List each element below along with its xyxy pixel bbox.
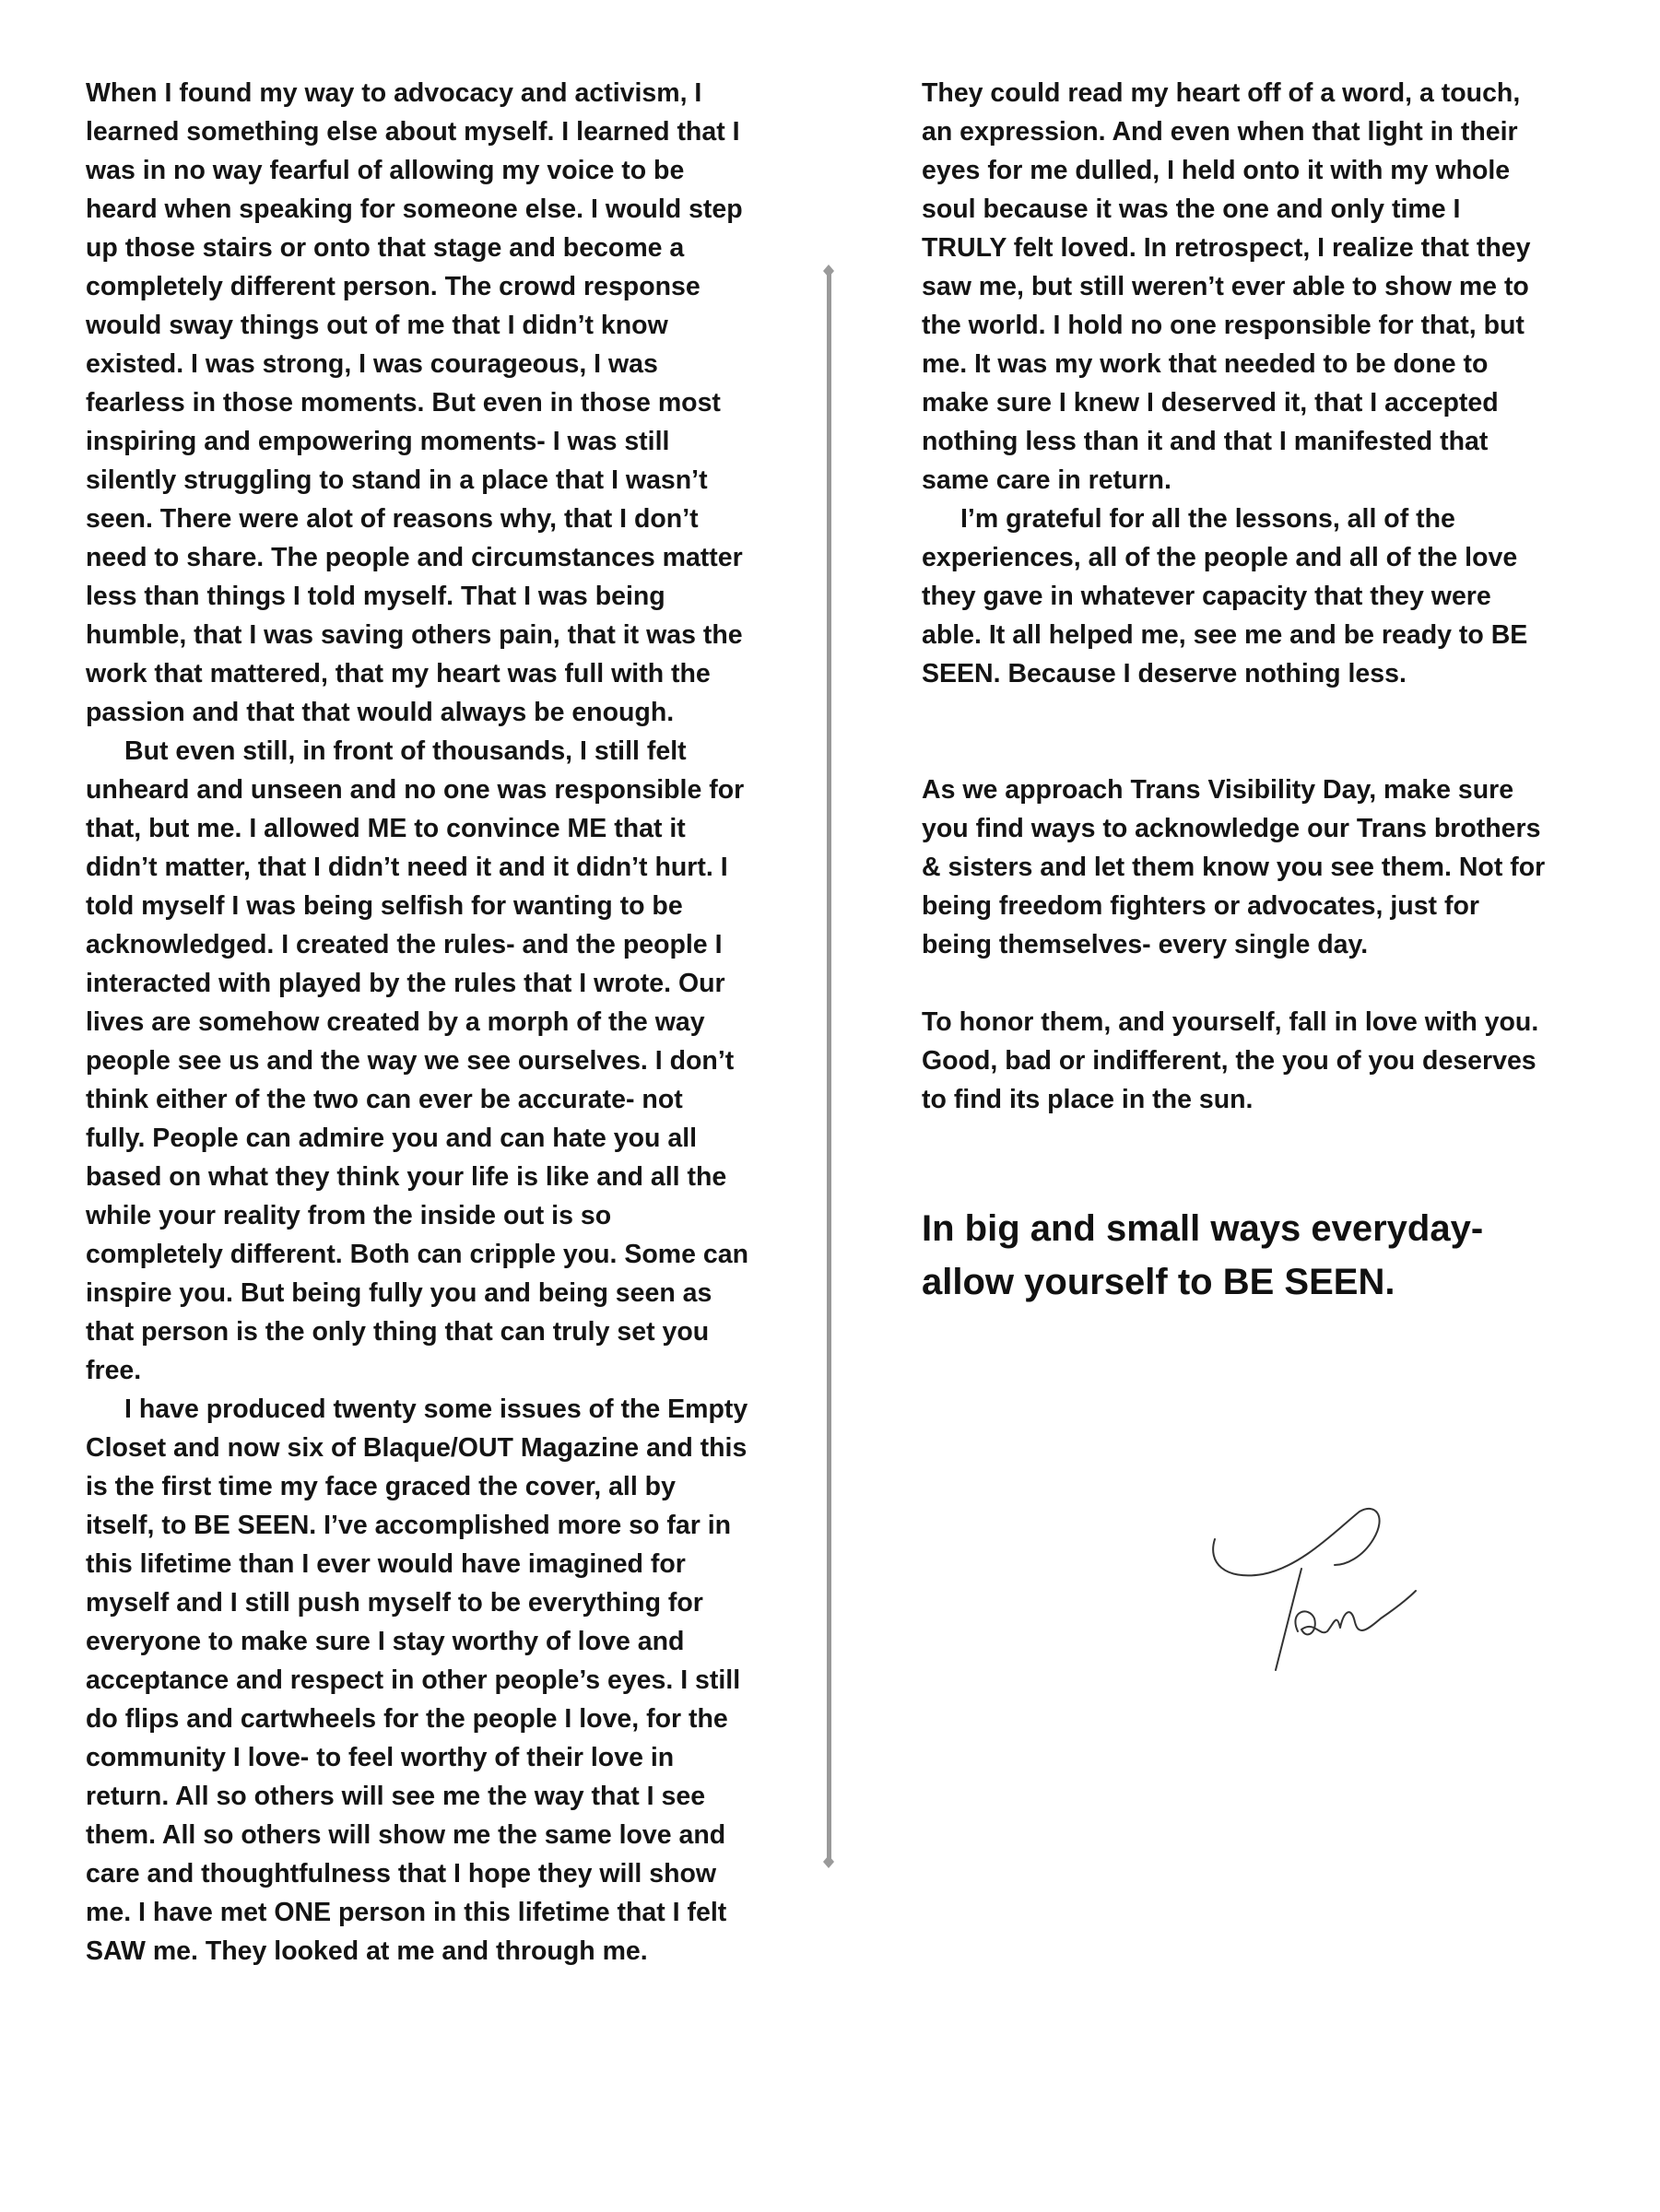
column-divider [823, 265, 834, 1868]
left-column [86, 74, 749, 1971]
right-paragraph-1: They could read my heart off of a word, a touch, an expression. And even when that light in their eyes for me dulled, I held onto it with my whole soul because it was the one and only time I TRULY felt loved. In retrospect, I realize that they saw me, but still weren’t ever able to show me to the world. I hold no one responsible for that, but me. It was my work that needed to be done to make sure I knew I deserved it, that I accepted nothing less than it and that I manifested that same care in return. [922, 78, 1531, 495]
divider-top-diamond [823, 265, 834, 277]
closing-statement: In big and small ways everyday- allow yourself to BE SEEN. [922, 1208, 1484, 1302]
left-paragraph-2: But even still, in front of thousands, I still felt unheard and unseen and no one was responsible for that, but me. I allowed ME to convince ME that it didn’t matter, that I didn’t need it and it didn’t hurt. I told myself I was being selfish for wanting to be acknowledged. I created the rules- and the people I interacted with played by the rules that I wrote. Our lives are somehow created by a morph of the way people see us and the way we see ourselves. I don’t think either of the two can ever be accurate- not fully. People can admire you and can hate you all based on what they think your life is like and all the while your reality from the inside out is so completely different. Both can cripple you. Some can inspire you. But being fully you and being seen as that person is the only thing that can truly set you free. [86, 736, 748, 1385]
right-column [922, 74, 1548, 1309]
honor-paragraph: To honor them, and yourself, fall in love with you. Good, bad or indifferent, the you of you deserves to find its place in the sun. [922, 1007, 1539, 1114]
signature [1198, 1502, 1438, 1687]
left-paragraph-3: I have produced twenty some issues of the Empty Closet and now six of Blaque/OUT Magazine and this is the first time my face graced the cover, all by itself, to BE SEEN. I’ve accomplished more so far in this lifetime than I ever would have imagined for myself and I still push myself to be everything for everyone to make sure I stay worthy of love and acceptance and respect in other people’s eyes. I still do flips and cartwheels for the people I love, for the community I love- to feel worthy of their love in return. All so others will see me the way that I see them. All so others will show me the same love and care and thoughtfulness that I hope they will show me. I have met ONE person in this lifetime that I felt SAW me. They looked at me and through me. [86, 1394, 748, 1966]
right-paragraph-2: I’m grateful for all the lessons, all of the experiences, all of the people and all of the love they gave in whatever capacity that they were able. It all helped me, see me and be ready to BE SEEN. Because I deserve nothing less. [922, 504, 1528, 688]
left-paragraph-1: When I found my way to advocacy and activism, I learned something else about myself. I learned that I was in no way fearful of allowing my voice to be heard when speaking for someone else. I would step up those stairs or onto that stage and become a completely different person. The crowd response would sway things out of me that I didn’t know existed. I was strong, I was courageous, I was fearless in those moments. But even in those most inspiring and empowering moments- I was still silently struggling to stand in a place that I wasn’t seen. There were alot of reasons why, that I don’t need to share. The people and circumstances matter less than things I told myself. That I was being humble, that I was saving others pain, that it was the work that mattered, that my heart was full with the passion and that that would always be enough. [86, 78, 743, 727]
divider-line [827, 270, 831, 1863]
divider-bottom-diamond [823, 1855, 834, 1868]
trans-visibility-paragraph: As we approach Trans Visibility Day, make sure you find ways to acknowledge our Trans brothers & sisters and let them know you see them. Not for being freedom fighters or advocates, just for being themselves- every single day. [922, 775, 1546, 959]
